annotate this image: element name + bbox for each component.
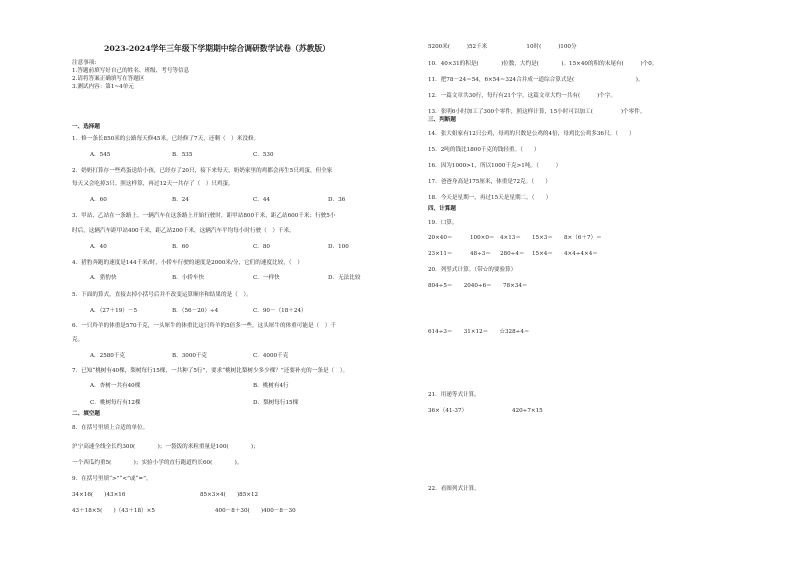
question-19: 19．口算。 bbox=[428, 220, 458, 226]
question-18: 18．今天是星期一，再过15天是星期二。（ ） bbox=[428, 195, 552, 201]
q6-option-a: A．2580千克 bbox=[90, 353, 126, 359]
question-6-line-1: 6．一只羚羊的体重是570千克，一头犀牛的体重比这只羚羊的5倍多一些，这头犀牛的体重可能是（ ）千 bbox=[72, 323, 336, 329]
notice-heading: 注意事项: bbox=[72, 60, 97, 66]
q4-option-d: D．无法比较 bbox=[328, 275, 361, 281]
q1-option-b: B．535 bbox=[172, 152, 193, 158]
question-7: 7．已知“桃树有40棵，梨树每行15棵，一共种了5行”，要求“桃树比梨树少多少棵？”还要补充的一条是（ ）。 bbox=[72, 368, 349, 374]
question-6-line-2: 克。 bbox=[72, 337, 84, 343]
q1-option-a: A．545 bbox=[90, 152, 111, 158]
q5-option-b: B．（56－20）÷4 bbox=[172, 308, 219, 314]
q4-option-a: A．猎豹快 bbox=[90, 275, 117, 281]
q3-option-b: B．60 bbox=[172, 244, 189, 250]
question-3-line-2: 时后，这辆汽车距甲站400千米，距乙站200千米，这辆汽车平均每小时行驶（ ）千米。 bbox=[72, 228, 295, 234]
q19-b4: 15×4＝ bbox=[532, 251, 553, 257]
question-13: 13．张明6小时加工了300个零件，照这样计算，15小时可以加工( )个零件。 bbox=[428, 109, 646, 115]
question-3-line-1: 3．甲站、乙站在一条路上，一辆汽车在这条路上开始行驶时，距甲站800千米，距乙站600千米；行驶5小 bbox=[72, 213, 336, 219]
notice-2: 2.请将答案正确填写在答题区 bbox=[72, 76, 145, 82]
q4-option-b: B．小轿车快 bbox=[172, 275, 205, 281]
section-judge: 三、判断题 bbox=[428, 117, 456, 123]
q20-row-2: 614÷3＝ 31×12＝ ☆328÷4＝ bbox=[428, 329, 530, 335]
question-21: 21．用递等式计算。 bbox=[428, 392, 480, 398]
question-11: 11．把78－24＝54，6×54＝324合并成一道综合算式是( )。 bbox=[428, 77, 644, 83]
question-9: 9．在括号里填“>”“<”或“=”。 bbox=[72, 476, 152, 482]
q19-b5: 4×4÷4×4＝ bbox=[564, 251, 598, 257]
q3-option-d: D．100 bbox=[328, 244, 349, 250]
q21-item-1: 36×（41-37） bbox=[428, 408, 468, 414]
q19-a5: 8×（6＋7）＝ bbox=[564, 235, 602, 241]
q5-option-c: C．90－（18＋24） bbox=[253, 308, 307, 314]
question-8-line-b: 一个西瓜约重5( )；实验小学的直行跑道约长60( )。 bbox=[72, 460, 243, 466]
question-8: 8．在括号里填上合适的单位。 bbox=[72, 425, 149, 431]
notice-1: 1.答题前填写好自己的姓名、班级、考号等信息 bbox=[72, 68, 190, 74]
q1-option-c: C．530 bbox=[253, 152, 274, 158]
question-14: 14．张大姐家有12只公鸡，母鸡的只数是公鸡的4倍，母鸡比公鸡多36只。（ ） bbox=[428, 131, 635, 137]
q19-a1: 20×40＝ bbox=[428, 235, 453, 241]
q20-row-1: 804÷5＝ 2040÷6＝ 78×34＝ bbox=[428, 283, 528, 289]
q2-option-c: C．44 bbox=[253, 197, 270, 203]
question-22: 22．看图列式计算。 bbox=[428, 486, 480, 492]
q6-option-c: C．4000千克 bbox=[253, 353, 289, 359]
q4-option-c: C．一样快 bbox=[253, 275, 280, 281]
q5-option-a: A．（27＋19）－5 bbox=[90, 308, 138, 314]
question-1: 1．修一条长850米的公路每天修45米，已经修了7天，还剩（ ）米没修。 bbox=[72, 136, 260, 142]
q2-option-a: A．60 bbox=[90, 197, 107, 203]
question-8-line-a: 沪宁高速全线全长约300( )；一袋饭的米粒重量是100( )； bbox=[72, 444, 259, 450]
q21-item-2: 420÷7×15 bbox=[512, 408, 543, 414]
question-12: 12．一篇文章共30行，每行有21个字，这篇文章大约一共有( )个字。 bbox=[428, 93, 616, 99]
question-5: 5．下面的算式，直接去掉小括号后并不改变运算顺序和结果的是（ ）。 bbox=[72, 292, 252, 298]
question-16: 16．因为1000>1，所以1000千克>1吨。（ ） bbox=[428, 163, 562, 169]
question-10: 10．40×31的积是( )位数，大约是( )。15×40的积的末尾有( )个0。 bbox=[428, 61, 658, 67]
q2-option-b: B．24 bbox=[172, 197, 189, 203]
q19-a3: 4×13＝ bbox=[500, 235, 521, 241]
q6-option-b: B．3000千克 bbox=[172, 353, 208, 359]
exam-title: 2023-2024学年三年级下学期期中综合调研数学试卷（苏教版） bbox=[104, 44, 330, 53]
question-17: 17．爸爸身高是175厘米，体重是72克。（ ） bbox=[428, 179, 551, 185]
q7-option-d: D．梨树每行15棵 bbox=[253, 400, 299, 406]
question-20: 20．列竖式计算。（带☆的要验算） bbox=[428, 267, 517, 273]
notice-3: 3.测试内容：第1~4单元 bbox=[72, 84, 134, 90]
q9-item-2: 85×3×4( )85×12 bbox=[200, 492, 259, 498]
section-choice: 一、选择题 bbox=[72, 124, 100, 130]
q9-item-3: 43＋18×5( )（43＋18）×5 bbox=[72, 508, 155, 514]
question-2-line-2: 每天又会吃掉3只。照这样算，再过12天一共存了（ ）只鸡蛋。 bbox=[72, 181, 234, 187]
q7-option-b: B．桃树有4行 bbox=[253, 383, 289, 389]
q19-b3: 280÷4＝ bbox=[500, 251, 525, 257]
section-fill-blank: 二、填空题 bbox=[72, 411, 100, 417]
q2-option-d: D．36 bbox=[328, 197, 346, 203]
question-15: 15．2吨的钱比1800千克的钱轻重。（ ） bbox=[428, 147, 540, 153]
q9-item-5-6: 5200米( )52千米 10时( )100分 bbox=[428, 44, 577, 50]
q9-item-1: 34×16( )43×16 bbox=[72, 492, 126, 498]
q3-option-c: C．80 bbox=[253, 244, 270, 250]
question-2-line-1: 2．奶奶打算存一些鸡蛋送给小孩，已经存了20只，接下来每天，奶奶家里的鸡都会再生5只鸡蛋，但全家 bbox=[72, 168, 333, 174]
q7-option-c: C．桃树每行有12棵 bbox=[90, 400, 141, 406]
q9-item-4: 400－8＋30( )400－8－30 bbox=[215, 508, 296, 514]
q19-a4: 15×3＝ bbox=[532, 235, 553, 241]
q3-option-a: A．40 bbox=[90, 244, 107, 250]
q19-a2: 100×0＝ bbox=[470, 235, 495, 241]
q7-option-a: A．杏树一共有40棵 bbox=[90, 383, 141, 389]
section-calc: 四、计算题 bbox=[428, 206, 456, 212]
q19-b2: 48÷3＝ bbox=[470, 251, 491, 257]
question-4: 4．猎豹奔跑的速度是144千米/时，小轿车行驶的速度是2000米/分，它们的速度比较，（ ） bbox=[72, 260, 303, 266]
q19-b1: 23×11＝ bbox=[428, 251, 453, 257]
